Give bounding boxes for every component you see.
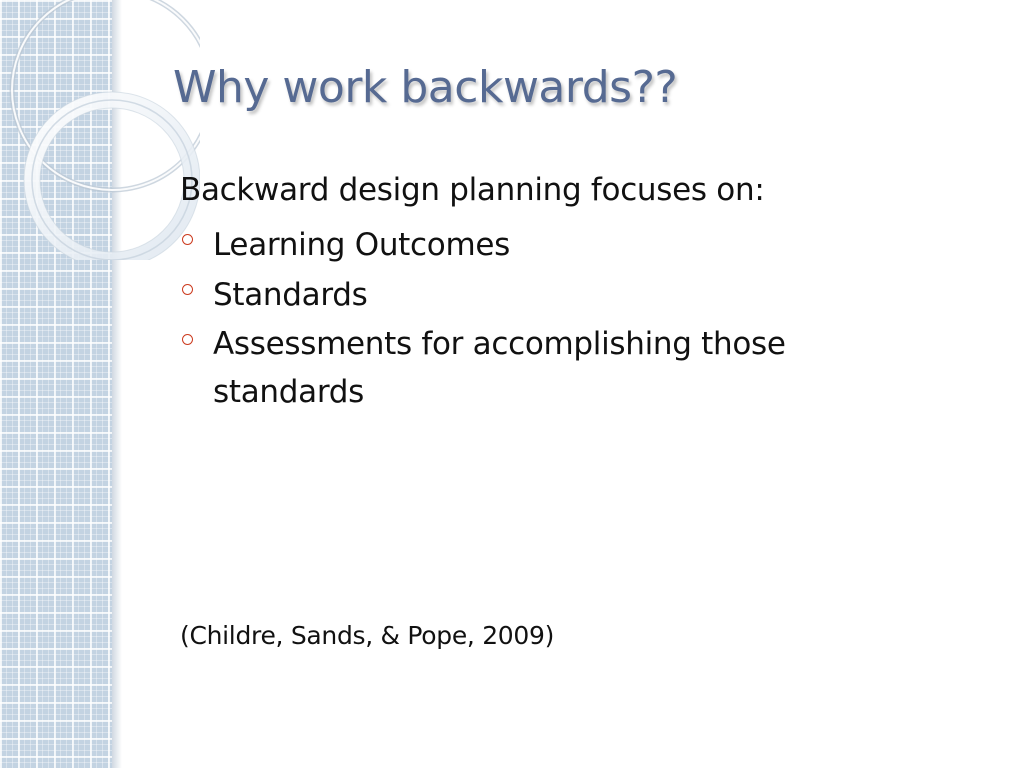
circle-bullet-icon <box>182 234 193 245</box>
bullet-label: Standards <box>213 277 368 313</box>
slide-title: Why work backwards?? <box>173 62 678 113</box>
list-item <box>180 270 980 320</box>
slide-body <box>180 166 980 416</box>
circle-ornament <box>0 0 200 260</box>
list-item <box>180 220 980 270</box>
bullet-label: Learning Outcomes <box>213 227 510 263</box>
list-item <box>180 320 980 416</box>
citation: (Childre, Sands, & Pope, 2009) <box>180 621 555 650</box>
circle-bullet-icon <box>182 284 193 295</box>
circle-bullet-icon <box>182 334 193 345</box>
bullet-label: Assessments for accomplishing those standards <box>213 326 786 410</box>
bullet-list <box>180 220 980 416</box>
intro-text: Backward design planning focuses on: <box>180 172 765 208</box>
